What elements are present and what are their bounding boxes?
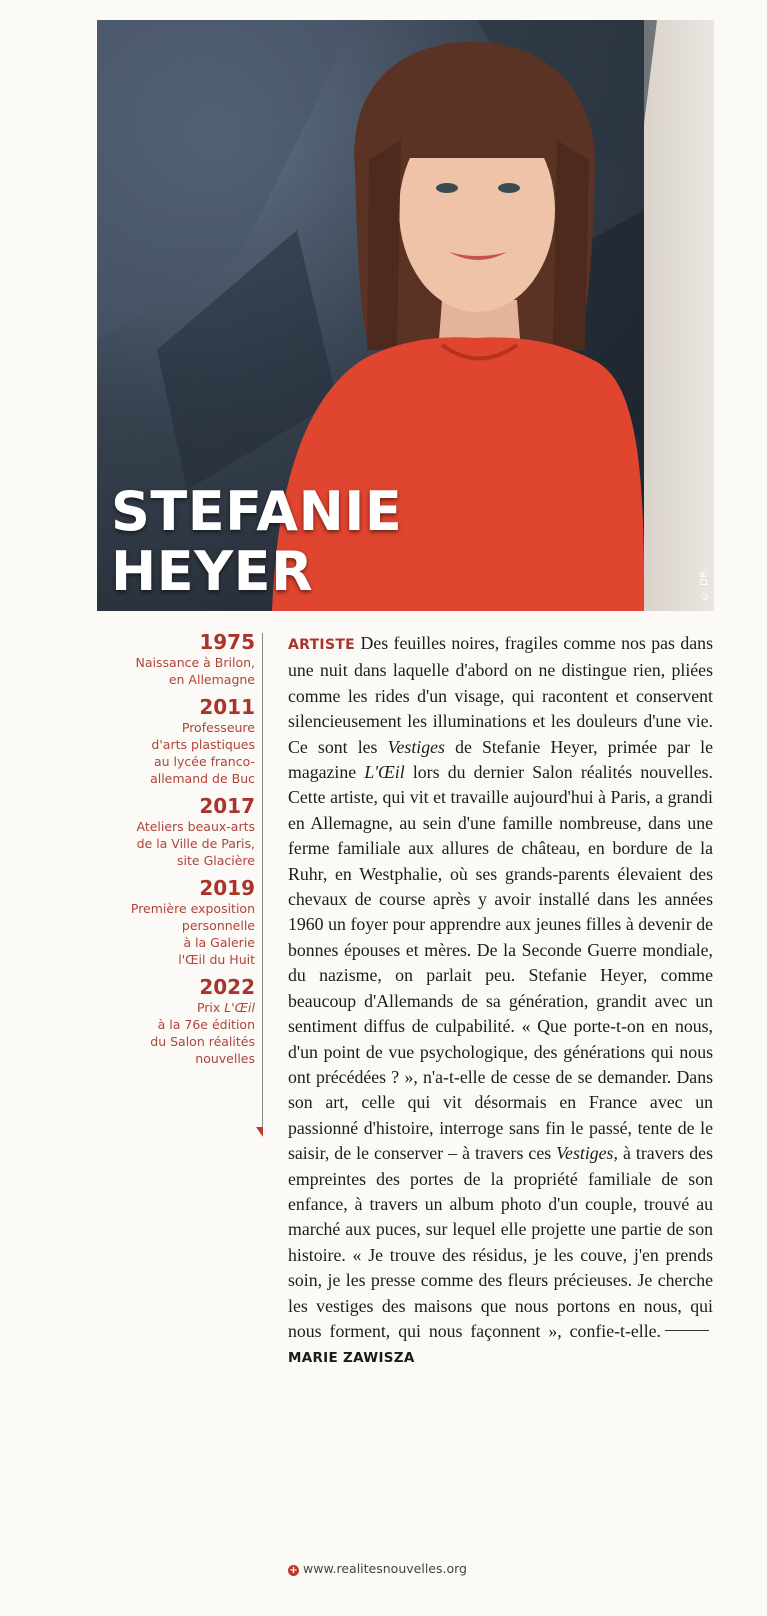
timeline-divider [262, 633, 263, 1130]
timeline-year: 2017 [199, 794, 255, 818]
timeline-text: Première exposition personnelle à la Galerie l'Œil du Huit [130, 901, 255, 967]
timeline [100, 630, 255, 1074]
article-text-3: lors du dernier Salon réalités nouvelles. Cette artiste, qui vit et travaille aujourd'hui à Paris, a grandi en Allemagne, au sein d'une famille nombreuse, dans une ferme familiale aux allures de château, en bordure de la Ruhr, en Westphalie, où ses grands-parents élevaient des chevaux de course après y avoir installé dans les années 1960 un foyer pour apprendre aux jeunes filles à devenir de bonnes épouses et mères. De la Seconde Guerre mondiale, du nazisme, on parlait peu. Stefanie Heyer, comme beaucoup d'Allemands de sa génération, grandit avec un sentiment diffus de culpabilité. « Que porte-t-on en nous, d'un point de vue psychologique, des générations qui nous ont précédées ? », n'a-t-elle de cesse de se demander. Dans son art, celle qui vit désormais en France avec un passionné d'histoire, interroge sans fin le passé, tente de le saisir, de le conserver – à travers ces [288, 762, 713, 1164]
timeline-item [100, 794, 255, 869]
photo-credit: © DR. [699, 566, 710, 601]
footer-url[interactable]: www.realitesnouvelles.org [303, 1561, 467, 1576]
timeline-text: Ateliers beaux-arts de la Ville de Paris, site Glacière [136, 819, 255, 868]
artist-name [111, 482, 402, 602]
article-author: MARIE ZAWISZA [288, 1350, 415, 1367]
artist-name-line2: HEYER [111, 540, 314, 603]
timeline-year: 2011 [199, 695, 255, 719]
timeline-item [100, 630, 255, 688]
timeline-text-em: L'Œil [224, 1000, 255, 1015]
article-lead: ARTISTE [288, 637, 356, 653]
article-em-3: Vestiges, [556, 1143, 618, 1164]
timeline-item [100, 975, 255, 1067]
article-text-4: à travers des empreintes des portes de la propriété familiale de son enfance, à travers un album photo d'un couple, trouvé au marché aux puces, sur lequel elle projette une partie de son histoire. « Je trouve des résidus, je les couve, j'en prends soin, je les presse comme des fleurs précieuses. Je cherche les vestiges des maisons que nous portons en nous, qui nous forment, qui nous façonnent », confie-t-elle. [288, 1143, 713, 1341]
timeline-item [100, 876, 255, 968]
timeline-year: 1975 [199, 630, 255, 654]
plus-circle-icon: + [289, 1565, 298, 1576]
portrait-photo [97, 20, 714, 611]
footer-link[interactable] [288, 1561, 467, 1576]
article-body [288, 631, 713, 1372]
article-text-1: Des feuilles noires, fragiles comme nos pas dans une nuit dans laquelle d'abord on ne distingue rien, pliées comme les rides d'un visage, qui racontent et conservent silencieusement les illuminations et les douleurs d'une vie. Ce sont les [288, 633, 713, 757]
artist-name-line1: STEFANIE [111, 480, 403, 543]
article-em-1: Vestiges [387, 736, 445, 757]
timeline-text: Naissance à Brilon, en Allemagne [135, 655, 255, 687]
timeline-year: 2019 [199, 876, 255, 900]
timeline-text [100, 999, 255, 1067]
timeline-item [100, 695, 255, 787]
author-separator [665, 1330, 709, 1331]
timeline-year: 2022 [199, 975, 255, 999]
timeline-text: Professeure d'arts plastiques au lycée franco- allemand de Buc [150, 720, 255, 786]
article-text-2: de Stefanie Heyer, primée par le magazine [288, 736, 713, 783]
timeline-text-pre: Prix [196, 1000, 225, 1015]
timeline-text-post: à la 76e édition du Salon réalités nouvelles [150, 1017, 255, 1066]
timeline-flag-marker [256, 1127, 263, 1137]
article-em-2: L'Œil [364, 762, 405, 783]
